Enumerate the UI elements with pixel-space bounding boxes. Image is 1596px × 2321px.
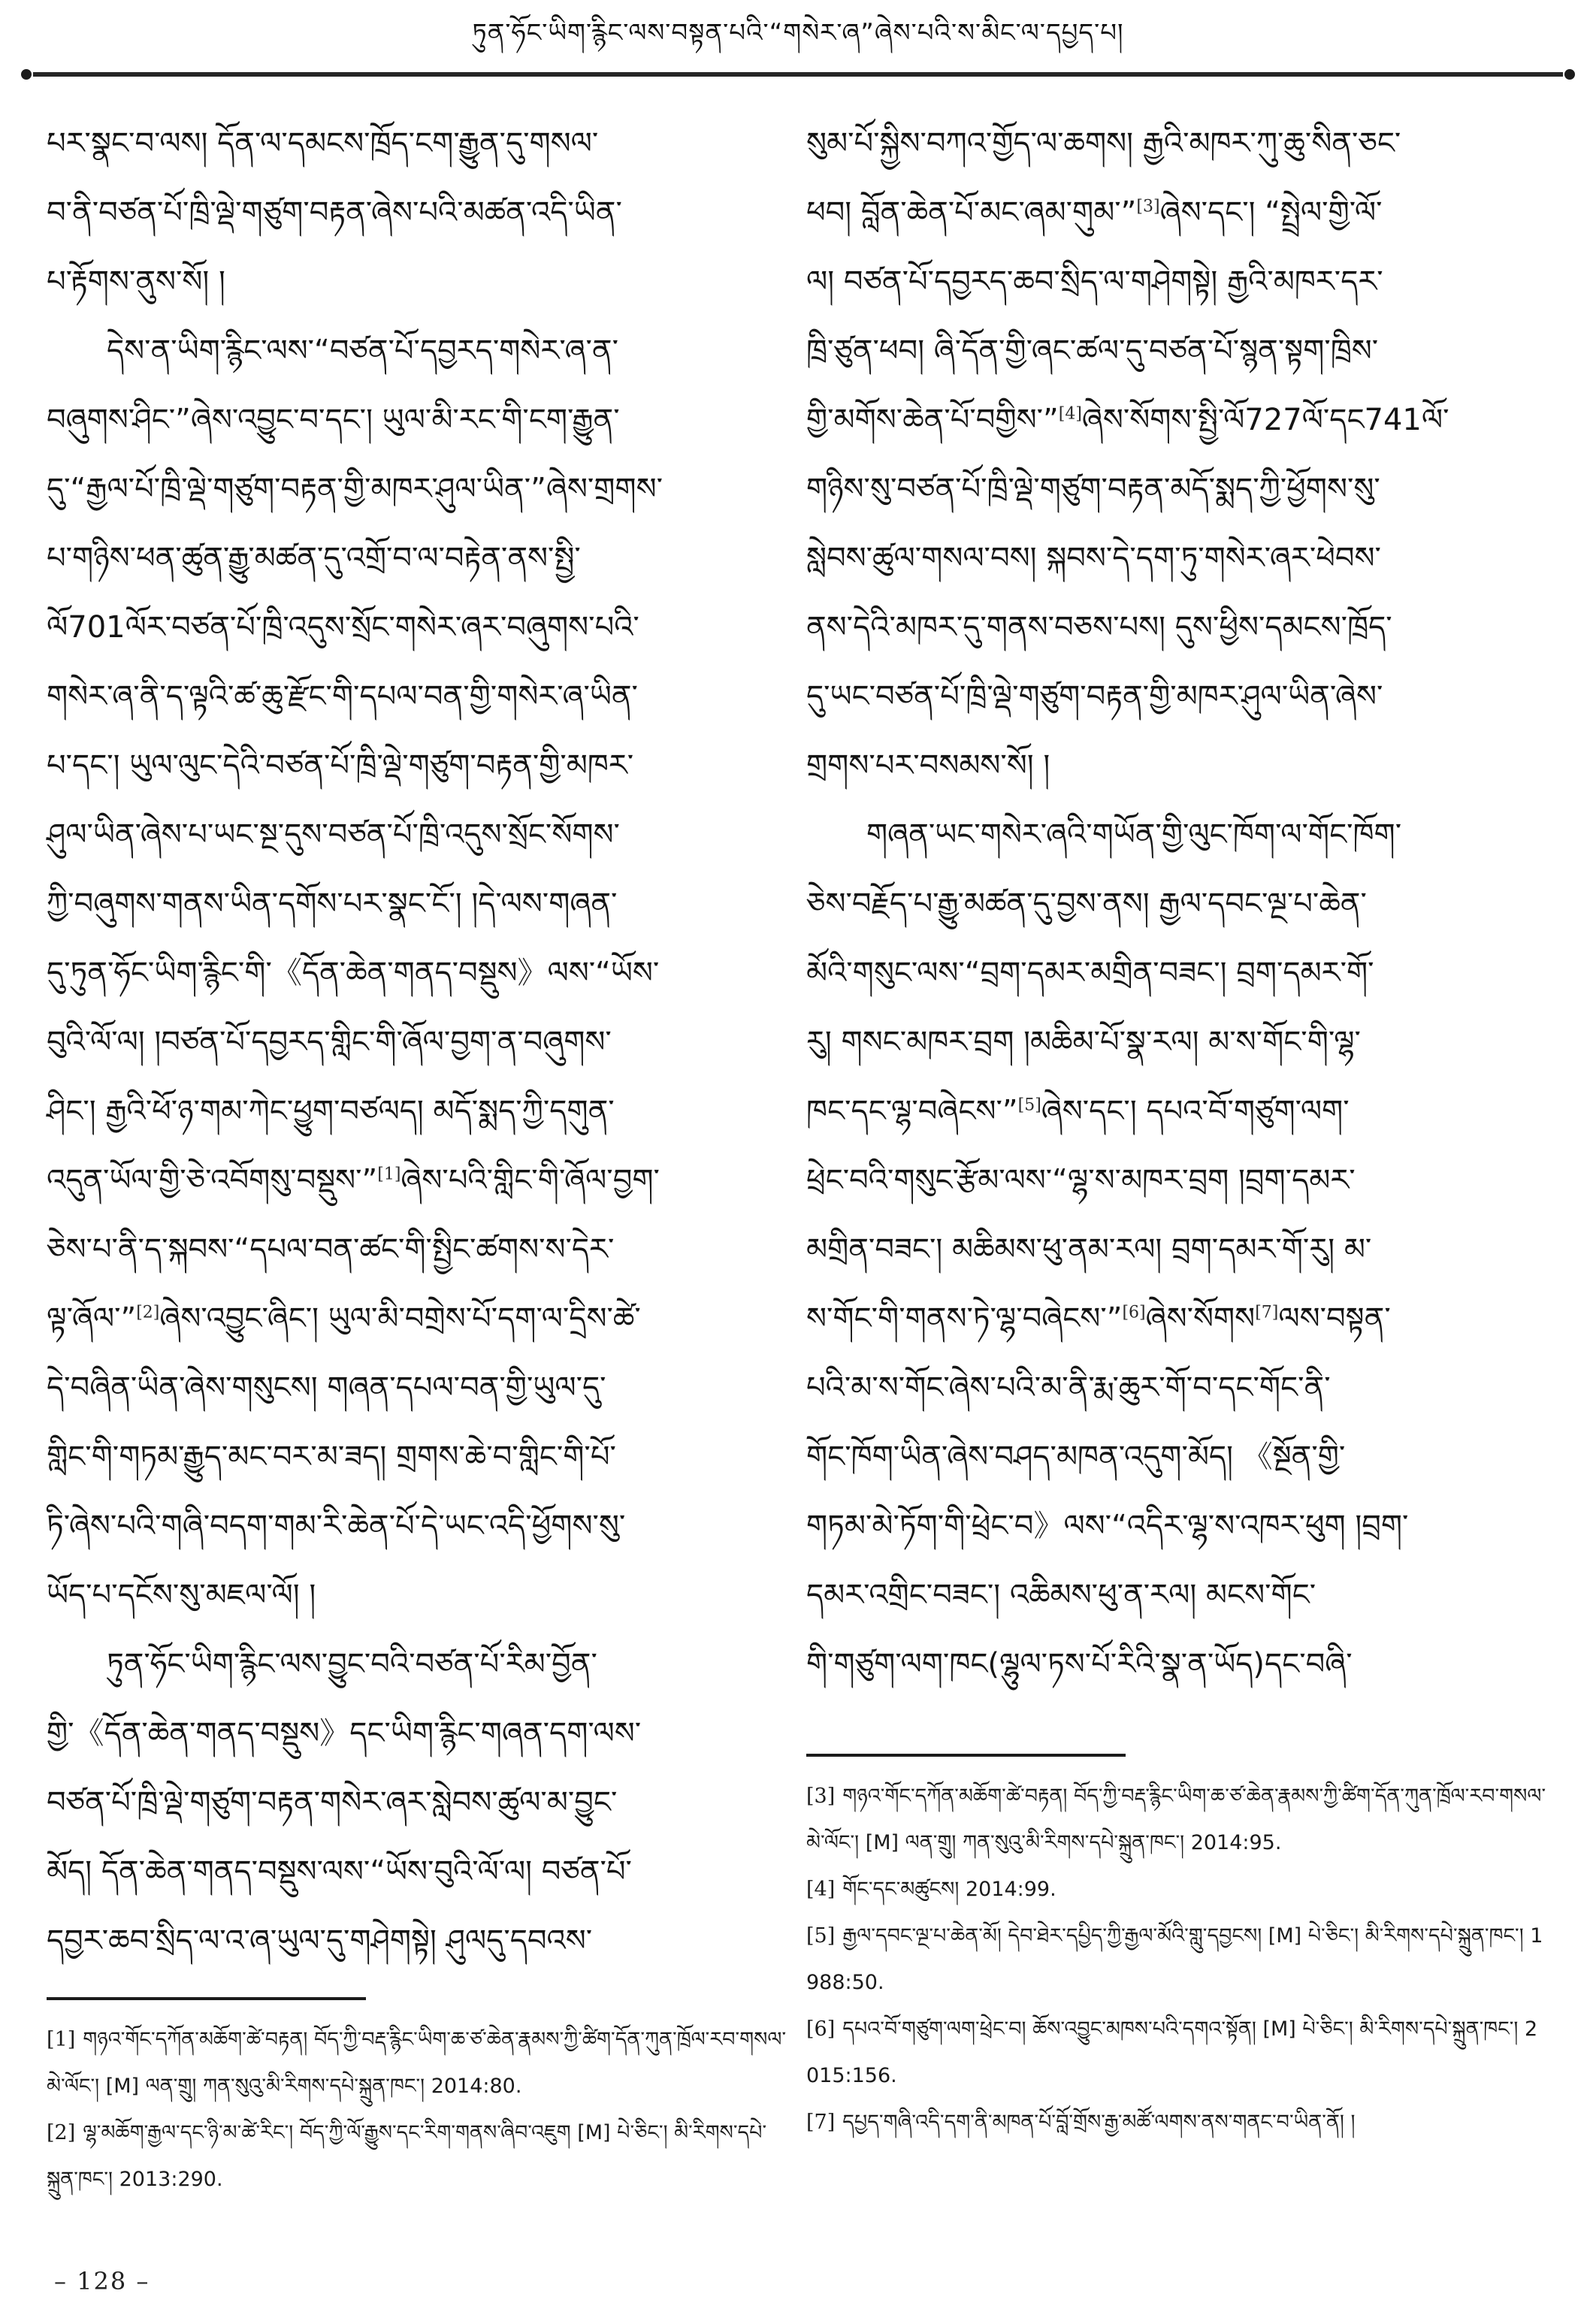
divider-line xyxy=(33,72,1563,77)
two-column-body xyxy=(47,111,1549,2203)
text-line: མོའི་གསུང་ལས་“བྲག་དམར་མགྲིན་བཟང་། བྲག་དམར་གོ་ xyxy=(806,956,1374,990)
text-line: འདུན་ཡོལ་གྱི་ཅེ་འབོགསུ་བསྡུས་”[1]ཞེས་པའི་གླིང་གི་ཞོལ་བྱག་ xyxy=(47,1163,660,1198)
page-header xyxy=(0,0,1596,66)
text-line: གྱི་མགོས་ཆེན་པོ་བགྱིས་”[4]ཞེས་སོགས་སྤྱི་ལོ727ལོ་དང741ལོ་ xyxy=(806,403,1449,437)
text-line: དུ་“རྒྱལ་པོ་ཁྲི་ལྡེ་གཙུག་བརྟན་གྱི་མཁར་ཤུལ་ཡིན་”ཞེས་གྲགས་ xyxy=(47,472,663,506)
footnote-label: [3] xyxy=(806,1785,836,1808)
footnote: [4] གོང་དང་མཚུངས། 2014:99. xyxy=(806,1878,1056,1901)
text-line: པ་རྟོགས་ནུས་སོ། ། xyxy=(47,264,225,299)
text-line: དུ་ཏུན་ཧོང་ཡིག་རྙིང་གི་《དོན་ཆེན་གནད་བསྡུས》ལས་“ཡོས་ xyxy=(47,956,660,990)
text-line: དུ་ཡང་བཙན་པོ་ཁྲི་ལྡེ་གཙུག་བརྟན་གྱི་མཁར་ཤུལ་ཡིན་ཞེས་ xyxy=(806,679,1383,714)
text-line: ཁང་དང་ལྷ་བཞེངས་”[5]ཞེས་དང་། དཔའ་བོ་གཙུག་ལག་ xyxy=(806,1094,1350,1129)
header-divider xyxy=(21,69,1575,80)
text-line: ཏུན་ཧོང་ཡིག་རྙིང་ལས་བྱུང་བའི་བཙན་པོ་རིམ་བྱོན་ xyxy=(107,1647,597,1682)
text-line: ཡོད་པ་དངོས་སུ་མཇལ་ལོ། ། xyxy=(47,1578,316,1612)
footnote: [6] དཔའ་བོ་གཙུག་ལག་ཕྲེང་བ། ཆོས་འབྱུང་མཁས་པའི་དགའ་སྟོན། [M] པེ་ཅིང་། མི་རིགས་དཔེ་སྐྲུན་ཁང་། 2015:156. xyxy=(806,2017,1538,2087)
text-line: ཤུལ་ཡིན་ཞེས་པ་ཡང་སྔ་དུས་བཙན་པོ་ཁྲི་འདུས་སྲོང་སོགས་ xyxy=(47,817,620,852)
text-line: གསེར་ཞ་ནི་ད་ལྟའི་ཚ་ཆུ་རྫོང་གི་དཔལ་བན་གྱི་གསེར་ཞ་ཡིན་ xyxy=(47,679,638,714)
text-line: དེས་ན་ཡིག་རྙིང་ལས་“བཙན་པོ་དབྱརད་གསེར་ཞ་ན་ xyxy=(107,334,619,368)
text-line: ཕབ། བློན་ཆེན་པོ་མང་ཞམ་གུམ་”[3]ཞེས་དང་། “སྤྲེལ་གྱི་ལོ་ xyxy=(806,195,1383,230)
text-line: མོད། དོན་ཆེན་གནད་བསྡུས་ལས་“ཡོས་བུའི་ལོ་ལ། བཙན་པོ་ xyxy=(47,1854,632,1889)
text-line: པ་གཉིས་ཕན་ཚུན་རྒྱུ་མཚན་དུ་འགྲོ་བ་ལ་བརྟེན་ནས་སྤྱི་ xyxy=(47,541,581,576)
text-line: ལྟ་ཞོལ་”[2]ཞེས་འབྱུང་ཞིང་། ཡུལ་མི་བགྲེས་པོ་དག་ལ་དྲིས་ཚེ་ xyxy=(47,1301,641,1336)
text-line: ཅེས་པ་ནི་ད་སྐབས་“དཔལ་བན་ཚང་གི་སྤྱིང་ཚགས་ས་དེར་ xyxy=(47,1232,615,1267)
right-column-text xyxy=(806,111,1549,1701)
text-line: གླིང་གི་གཏམ་རྒྱུད་མང་བར་མ་ཟད། གྲགས་ཆེ་བ་གླིང་གི་པོ་ xyxy=(47,1440,616,1474)
footnote: [2] ལྷ་མཆོག་རྒྱལ་དང་ཉི་མ་ཚེ་རིང་། བོད་ཀྱི་ལོ་རྒྱུས་དང་རིག་གནས་ཞིབ་འཇུག [M] པེ་ཅིང་། མི་རིགས་དཔེ་སྐྲུན་ཁང་། 2013:290. xyxy=(47,2121,767,2191)
footnote-ref: [6] xyxy=(1122,1303,1146,1322)
footnote-ref: [2] xyxy=(136,1303,160,1322)
text-line: བུའི་ལོ་ལ། །བཙན་པོ་དབྱརད་གླིང་གི་ཞོལ་བྱག་ན་བཞུགས་ xyxy=(47,1025,612,1059)
footnote-label: [5] xyxy=(806,1924,836,1948)
footnote-label: [6] xyxy=(806,2017,836,2041)
text-line: ཤིང་། རྒྱའི་ཕོ་ཉ་གམ་ཀེང་ཕྱུག་བཙལད། མདོ་སྨད་ཀྱི་དགུན་ xyxy=(47,1094,615,1129)
footnote-label: [2] xyxy=(47,2121,76,2144)
text-line: པར་སྣང་བ་ལས། དོན་ལ་དམངས་ཁྲོད་ངག་རྒྱུན་དུ་གསལ་ xyxy=(47,126,599,161)
footnote-ref: [5] xyxy=(1017,1096,1041,1115)
text-line: པའི་མ་ས་གོང་ཞེས་པའི་མ་ནི་རྨ་ཆུར་གོ་བ་དང་གོང་ནི་ xyxy=(806,1371,1331,1405)
footnote-separator xyxy=(47,1997,366,2000)
text-line: མགྲིན་བཟང་། མཆིམས་ཕུ་ནམ་རལ། བྲག་དམར་གོ་རུ། མ་ xyxy=(806,1232,1372,1267)
text-line: བཙན་པོ་ཁྲི་ལྡེ་གཙུག་བརྟན་གསེར་ཞར་སླེབས་ཚུལ་མ་བྱུང་ xyxy=(47,1785,618,1820)
page-title: ཏུན་ཧོང་ཡིག་རྙིང་ལས་བསྟན་པའི་“གསེར་ཞ”ཞེས་པའི་ས་མིང་ལ་དཔྱད་པ། xyxy=(472,18,1124,48)
text-line: ཁྲི་ཙུན་ཕབ། ཞི་དོན་གྱི་ཞང་ཚལ་དུ་བཙན་པོ་སྙན་སྟག་ཁྲིས་ xyxy=(806,334,1379,368)
text-line: སླེབས་ཚུལ་གསལ་བས། སྐབས་དེ་དག་ཏུ་གསེར་ཞར་ཕེབས་ xyxy=(806,541,1381,576)
footnote-label: [4] xyxy=(806,1878,836,1901)
page-number: – 128 – xyxy=(54,2267,150,2295)
footnote: [1] གཉའ་གོང་དཀོན་མཆོག་ཚེ་བརྟན། བོད་ཀྱི་བརྡ་རྙིང་ཡིག་ཆ་ཙ་ཆེན་རྣམས་ཀྱི་ཚིག་དོན་ཀུན་ཁྲོལ་རབ་གསལ་མེ་ལོང་། [M] ལན་གྲུ། ཀན་སུའུ་མི་རིགས་དཔེ་སྐྲུན་ཁང་། 2014:80. xyxy=(47,2028,787,2098)
text-line: ཅེས་བརྗོད་པ་རྒྱུ་མཚན་དུ་བྱས་ནས། རྒྱལ་དབང་ལྔ་པ་ཆེན་ xyxy=(806,887,1367,921)
text-line: ཕྲེང་བའི་གསུང་རྩོམ་ལས་“ལྷ་ས་མཁར་བྲག །བྲག་དམར་ xyxy=(806,1163,1356,1198)
right-column xyxy=(806,111,1549,2203)
text-line: ལོ701ལོར་བཙན་པོ་ཁྲི་འདུས་སྲོང་གསེར་ཞར་བཞུགས་པའི་ xyxy=(47,610,639,645)
footnote: [3] གཉའ་གོང་དཀོན་མཆོག་ཚེ་བརྟན། བོད་ཀྱི་བརྡ་རྙིང་ཡིག་ཆ་ཙ་ཆེན་རྣམས་ཀྱི་ཚིག་དོན་ཀུན་ཁྲོལ་རབ་གསལ་མེ་ལོང་། [M] ལན་གྲུ། ཀན་སུའུ་མི་རིགས་དཔེ་སྐྲུན་ཁང་། 2014:95. xyxy=(806,1785,1546,1854)
footnote-ref: [3] xyxy=(1136,197,1160,216)
text-line: ཏི་ཞེས་པའི་གཞི་བདག་གམ་རི་ཆེན་པོ་དེ་ཡང་འདི་ཕྱོགས་སུ་ xyxy=(47,1509,626,1543)
footnote-ref: [7] xyxy=(1255,1303,1279,1322)
left-column-footnotes xyxy=(47,2017,790,2203)
text-line: ས་གོང་གི་གནས་ཏེ་ལྷ་བཞེངས་”[6]ཞེས་སོགས[7]ལས་བསྟན་ xyxy=(806,1301,1391,1336)
text-line: གོང་ཁོག་ཡིན་ཞེས་བཤད་མཁན་འདུག་མོད། 《སྔོན་གྱི་ xyxy=(806,1440,1346,1474)
text-line: དབྱར་ཆབ་སྲིད་ལ་འ་ཞ་ཡུལ་དུ་གཤེགསྟེ། ཤུལདུ་དབའས་ xyxy=(47,1924,593,1958)
footnote-ref: [4] xyxy=(1058,404,1082,424)
footnote-label: [7] xyxy=(806,2111,836,2134)
text-line: རུ། གསང་མཁར་བྲག །མཆིམ་པོ་སྣ་རལ། མ་ས་གོང་གི་ལྷ་ xyxy=(806,1025,1361,1059)
text-line: གྲགས་པར་བསམས་སོ། ། xyxy=(806,748,1050,783)
text-line: ནས་དེའི་མཁར་དུ་གནས་བཅས་པས། དུས་ཕྱིས་དམངས་ཁྲོད་ xyxy=(806,610,1392,645)
text-line: བཞུགས་ཤིང་”ཞེས་འབྱུང་བ་དང་། ཡུལ་མི་རང་གི་ངག་རྒྱུན་ xyxy=(47,403,620,437)
text-line: བ་ནི་བཙན་པོ་ཁྲི་ལྡེ་གཙུག་བརྟན་ཞེས་པའི་མཚན་འདི་ཡིན་ xyxy=(47,195,622,230)
text-line: གཞན་ཡང་གསེར་ཞའི་གཡོན་གྱི་ལུང་ཁོག་ལ་གོང་ཁོག་ xyxy=(866,817,1402,852)
text-line: གཏམ་མེ་ཏོག་གི་ཕྲེང་བ》ལས་“འདིར་ལྷ་ས་འཁར་ཕུག །བྲག་ xyxy=(806,1509,1409,1543)
text-line: ཀྱི་བཞུགས་གནས་ཡིན་དགོས་པར་སྣང་ངོ་། །དེ་ལས་གཞན་ xyxy=(47,887,618,921)
footnote: [5] རྒྱལ་དབང་ལྔ་པ་ཆེན་མོ། དེབ་ཐེར་དཔྱིད་ཀྱི་རྒྱལ་མོའི་གླུ་དབྱངས། [M] པེ་ཅིང་། མི་རིགས་དཔེ་སྐྲུན་ཁང་། 1988:50. xyxy=(806,1924,1543,1994)
right-column-footnotes xyxy=(806,1773,1549,2146)
text-line: གི་གཙུག་ལག་ཁང(ལྷུལ་ཏས་པོ་རིའི་སྣ་ན་ཡོད)དང་བཞི་ xyxy=(806,1647,1353,1682)
footnote: [7] དཔྱད་གཞི་འདི་དག་ནི་མཁན་པོ་བློ་གྲོས་རྒྱ་མཚོ་ལགས་ནས་གནང་བ་ཡིན་ནོ། ། xyxy=(806,2111,1356,2134)
text-line: གྱི་《དོན་ཆེན་གནད་བསྡུས》དང་ཡིག་རྙིང་གཞན་དག་ལས་ xyxy=(47,1716,642,1751)
text-line: དམར་འགྲིང་བཟང་། འཆིམས་ཕུ་ན་རལ། མངས་གོང་ xyxy=(806,1578,1316,1612)
left-column xyxy=(47,111,790,2203)
divider-left-dot-icon xyxy=(21,69,32,80)
text-line: སུམ་པོ་སྐྱིས་བཀའ་གྱོད་ལ་ཆགས། རྒྱའི་མཁར་ཀུ་ཆུ་སིན་ཅང་ xyxy=(806,126,1401,161)
footnote-separator xyxy=(806,1754,1126,1757)
divider-right-dot-icon xyxy=(1564,69,1575,80)
text-line: དེ་བཞིན་ཡིན་ཞེས་གསུངས། གཞན་དཔལ་བན་གྱི་ཡུལ་དུ་ xyxy=(47,1371,606,1405)
text-line: པ་དང་། ཡུལ་ལུང་དེའི་བཙན་པོ་ཁྲི་ལྡེ་གཙུག་བརྟན་གྱི་མཁར་ xyxy=(47,748,634,783)
text-line: གཉིས་སུ་བཙན་པོ་ཁྲི་ལྡེ་གཙུག་བརྟན་མདོ་སྨད་ཀྱི་ཕྱོགས་སུ་ xyxy=(806,472,1380,506)
left-column-text xyxy=(47,111,790,1978)
footnote-ref: [1] xyxy=(377,1165,401,1184)
text-line: ལ། བཙན་པོ་དབྱརད་ཆབ་སྲིད་ལ་གཤེགསྟེ། རྒྱའི་མཁར་དར་ xyxy=(806,264,1383,299)
footnote-label: [1] xyxy=(47,2028,76,2051)
